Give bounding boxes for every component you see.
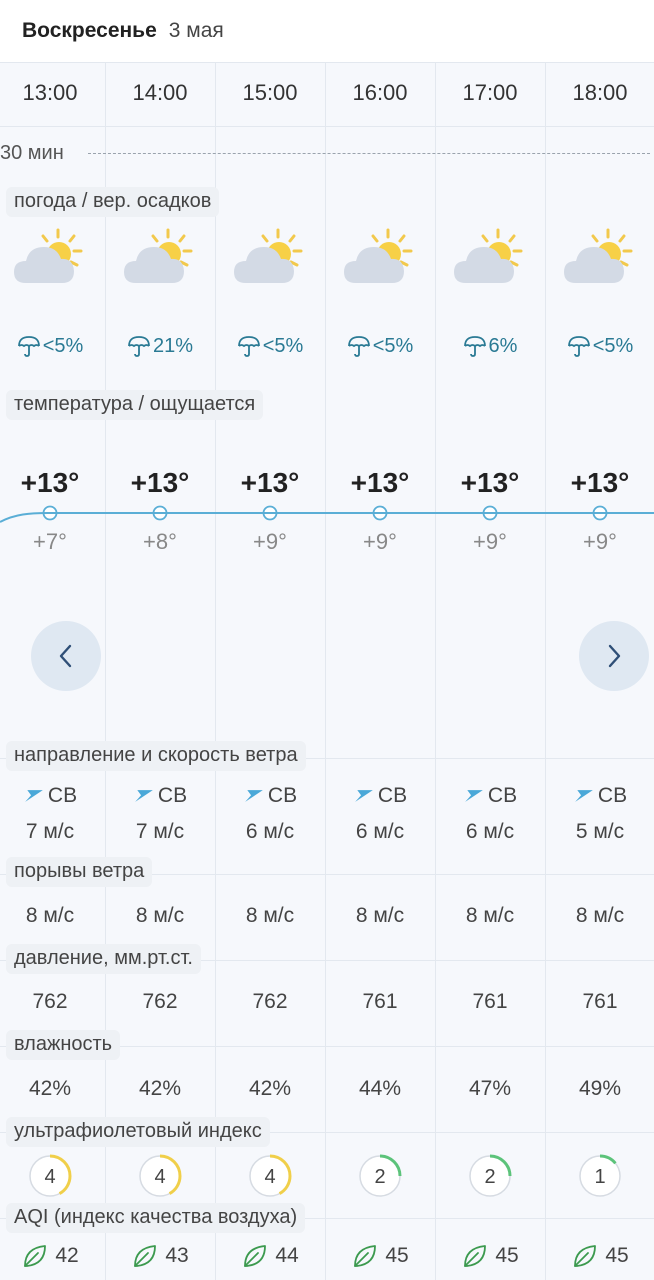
feels-like-value: +9°: [473, 529, 507, 554]
uv-index-value: 1: [594, 1166, 606, 1188]
precip-value: 6%: [488, 334, 518, 357]
wind-speed: 5 м/с: [575, 820, 625, 843]
hour-time: 17:00: [462, 80, 518, 105]
leaf-icon: [571, 1242, 599, 1270]
humidity-value: 42%: [28, 1077, 72, 1100]
hourly-forecast-grid: [0, 62, 654, 1280]
precipitation-probability: [105, 334, 215, 358]
hour-column: [325, 62, 435, 1280]
section-aqi: AQI (индекс качества воздуха): [6, 1203, 305, 1233]
uv-index-gauge: [325, 1152, 435, 1200]
section-temperature: температура / ощущается: [6, 390, 263, 420]
aqi-value: [325, 1242, 435, 1270]
humidity-value: 42%: [138, 1077, 182, 1100]
temperature-value: +13°: [350, 467, 410, 498]
precip-value: <5%: [262, 334, 304, 357]
uv-gauge-ring: [576, 1152, 624, 1200]
section-wind: направление и скорость ветра: [6, 741, 306, 771]
wind-direction-label: СВ: [157, 784, 188, 807]
uv-gauge-ring: [356, 1152, 404, 1200]
section-humidity: влажность: [6, 1030, 120, 1060]
section-weather: погода / вер. осадков: [6, 187, 219, 217]
wind-gust: 8 м/с: [355, 904, 405, 927]
leaf-icon: [21, 1242, 49, 1270]
uv-gauge-ring: [466, 1152, 514, 1200]
feels-like-value: +9°: [253, 529, 287, 554]
wind-direction: [0, 784, 105, 808]
precip-value: <5%: [592, 334, 634, 357]
precip-value: <5%: [372, 334, 414, 357]
humidity-value: 42%: [248, 1077, 292, 1100]
wind-direction-arrow-icon: [243, 785, 265, 807]
wind-direction-label: СВ: [597, 784, 628, 807]
umbrella-icon: [237, 334, 261, 358]
wind-gust: 8 м/с: [25, 904, 75, 927]
uv-index-gauge: [435, 1152, 545, 1200]
wind-direction-arrow-icon: [463, 785, 485, 807]
wind-direction-arrow-icon: [573, 785, 595, 807]
wind-speed: 6 м/с: [245, 820, 295, 843]
aqi-value: [545, 1242, 654, 1270]
precipitation-probability: [545, 334, 654, 358]
pressure-value: 761: [362, 990, 398, 1013]
pressure-value: 762: [32, 990, 68, 1013]
temperature-value: +13°: [130, 467, 190, 498]
wind-speed: 6 м/с: [355, 820, 405, 843]
umbrella-icon: [347, 334, 371, 358]
hour-column: [105, 62, 215, 1280]
feels-like-value: +9°: [583, 529, 617, 554]
pressure-value: 761: [582, 990, 618, 1013]
partly-cloudy-icon: [10, 227, 90, 293]
uv-index-value: 2: [374, 1166, 386, 1188]
partly-cloudy-icon: [450, 227, 530, 293]
partly-cloudy-icon: [230, 227, 310, 293]
day-header: [0, 0, 654, 62]
wind-direction: [435, 784, 545, 808]
wind-direction-label: СВ: [487, 784, 518, 807]
pressure-value: 762: [252, 990, 288, 1013]
wind-direction: [215, 784, 325, 808]
humidity-value: 49%: [578, 1077, 622, 1100]
precip-value: 21%: [152, 334, 194, 357]
feels-like-value: +9°: [363, 529, 397, 554]
humidity-value: 44%: [358, 1077, 402, 1100]
wind-gust: 8 м/с: [575, 904, 625, 927]
wind-speed: 6 м/с: [465, 820, 515, 843]
section-gusts: порывы ветра: [6, 857, 152, 887]
aqi-value: [0, 1242, 105, 1270]
section-pressure: давление, мм.рт.ст.: [6, 944, 201, 974]
aqi-number: 42: [55, 1244, 79, 1267]
temperature-value: +13°: [570, 467, 630, 498]
section-uv: ультрафиолетовый индекс: [6, 1117, 270, 1147]
umbrella-icon: [17, 334, 41, 358]
uv-gauge-ring: [246, 1152, 294, 1200]
uv-index-gauge: [545, 1152, 654, 1200]
scroll-right-button[interactable]: [579, 621, 649, 691]
aqi-value: [435, 1242, 545, 1270]
uv-index-value: 2: [484, 1166, 496, 1188]
uv-index-value: 4: [154, 1166, 166, 1188]
wind-direction-arrow-icon: [23, 785, 45, 807]
scroll-left-button[interactable]: [31, 621, 101, 691]
uv-index-gauge: [0, 1152, 105, 1200]
temperature-value: +13°: [460, 467, 520, 498]
hour-time: 16:00: [352, 80, 408, 105]
leaf-icon: [351, 1242, 379, 1270]
wind-gust: 8 м/с: [245, 904, 295, 927]
leaf-icon: [241, 1242, 269, 1270]
uv-index-gauge: [215, 1152, 325, 1200]
uv-gauge-ring: [26, 1152, 74, 1200]
wind-direction-label: СВ: [267, 784, 298, 807]
temperature-value: +13°: [20, 467, 80, 498]
sunset-note-text: 30 мин: [0, 142, 64, 164]
day-name: Воскресенье: [22, 19, 157, 42]
wind-speed: 7 м/с: [25, 820, 75, 843]
uv-index-value: 4: [264, 1166, 276, 1188]
wind-direction: [545, 784, 654, 808]
aqi-number: 45: [605, 1244, 629, 1267]
leaf-icon: [131, 1242, 159, 1270]
precipitation-probability: [215, 334, 325, 358]
sunset-marker-line: [88, 153, 650, 154]
precip-value: <5%: [42, 334, 84, 357]
hour-time: 15:00: [242, 80, 298, 105]
umbrella-icon: [567, 334, 591, 358]
hour-time: 14:00: [132, 80, 188, 105]
hour-time: 13:00: [22, 80, 78, 105]
weather-condition: [545, 227, 654, 293]
uv-index-gauge: [105, 1152, 215, 1200]
aqi-number: 44: [275, 1244, 299, 1267]
pressure-value: 761: [472, 990, 508, 1013]
chevron-left-icon: [57, 643, 75, 669]
hour-column: [435, 62, 545, 1280]
humidity-value: 47%: [468, 1077, 512, 1100]
weather-condition: [0, 227, 105, 293]
leaf-icon: [461, 1242, 489, 1270]
wind-gust: 8 м/с: [135, 904, 185, 927]
weather-condition: [215, 227, 325, 293]
partly-cloudy-icon: [340, 227, 420, 293]
feels-like-value: +8°: [143, 529, 177, 554]
wind-direction: [105, 784, 215, 808]
umbrella-icon: [127, 334, 151, 358]
chevron-right-icon: [605, 643, 623, 669]
uv-gauge-ring: [136, 1152, 184, 1200]
wind-direction-label: СВ: [377, 784, 408, 807]
weather-condition: [325, 227, 435, 293]
wind-speed: 7 м/с: [135, 820, 185, 843]
wind-gust: 8 м/с: [465, 904, 515, 927]
precipitation-probability: [325, 334, 435, 358]
weather-condition: [435, 227, 545, 293]
hour-column: [215, 62, 325, 1280]
weather-condition: [105, 227, 215, 293]
temperature-value: +13°: [240, 467, 300, 498]
pressure-value: 762: [142, 990, 178, 1013]
precipitation-probability: [435, 334, 545, 358]
wind-direction-arrow-icon: [353, 785, 375, 807]
precipitation-probability: [0, 334, 105, 358]
sunset-note: [0, 142, 68, 165]
wind-direction: [325, 784, 435, 808]
partly-cloudy-icon: [560, 227, 640, 293]
aqi-number: 43: [165, 1244, 189, 1267]
aqi-number: 45: [385, 1244, 409, 1267]
wind-direction-label: СВ: [47, 784, 78, 807]
aqi-value: [215, 1242, 325, 1270]
wind-direction-arrow-icon: [133, 785, 155, 807]
day-date: 3 мая: [168, 19, 224, 42]
hour-time: 18:00: [572, 80, 628, 105]
uv-index-value: 4: [44, 1166, 56, 1188]
aqi-number: 45: [495, 1244, 519, 1267]
umbrella-icon: [463, 334, 487, 358]
feels-like-value: +7°: [33, 529, 67, 554]
partly-cloudy-icon: [120, 227, 200, 293]
temperature-curve: [0, 492, 654, 552]
aqi-value: [105, 1242, 215, 1270]
